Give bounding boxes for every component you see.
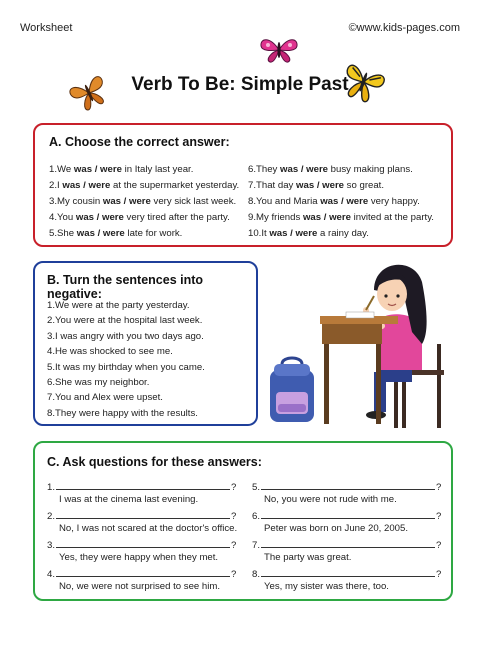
given-answer: No, we were not surprised to see him. (59, 581, 221, 592)
worksheet-label: Worksheet (20, 22, 73, 34)
butterfly-pink-icon (258, 36, 300, 64)
given-answer: The party was great. (264, 552, 352, 563)
section-a-item: 2.I was / were at the supermarket yesterday. (49, 180, 240, 191)
section-b-item: 2.You were at the hospital last week. (47, 315, 203, 327)
section-b-item: 6.She was my neighbor. (47, 377, 150, 388)
section-b-item: 7.You and Alex were upset. (47, 392, 163, 404)
answer-choice: was / were (76, 228, 125, 239)
backpack-illustration (270, 358, 314, 422)
page-title: Verb To Be: Simple Past (131, 74, 349, 95)
answer-choice: was / were (102, 196, 151, 207)
answer-choice: was / were (269, 228, 318, 239)
answer-choice: was / were (62, 180, 111, 191)
section-a-box (33, 123, 453, 247)
answer-choice: was / were (280, 164, 329, 175)
section-b-box (33, 261, 258, 426)
section-b-item: 8.They were happy with the results. (47, 407, 198, 419)
given-answer: Peter was born on June 20, 2005. (264, 523, 409, 534)
given-answer: Yes, they were happy when they met. (59, 552, 219, 563)
question-line[interactable]: 4. ? (47, 569, 237, 580)
question-line[interactable]: 6. ? (252, 511, 442, 522)
answer-choice: was / were (73, 164, 122, 175)
copyright-label: ©www.kids-pages.com (348, 22, 460, 34)
section-a-item: 10.It was / were a rainy day. (248, 228, 369, 239)
section-b-item: 1.We were at the party yesterday. (47, 300, 190, 311)
section-c-title: C. Ask questions for these answers: (47, 455, 262, 469)
section-a-item: 5.She was / were late for work. (49, 228, 183, 239)
answer-choice: was / were (296, 180, 345, 191)
section-a-item: 9.My friends was / were invited at the party. (248, 212, 434, 223)
answer-choice: was / were (320, 196, 369, 207)
section-a-item: 1.We was / were in Italy last year. (49, 164, 194, 175)
question-line[interactable]: 8. ? (252, 569, 442, 580)
section-c-box (33, 441, 453, 601)
section-a-item: 7.That day was / were so great. (248, 180, 385, 191)
section-a-item: 3.My cousin was / were very sick last week. (49, 196, 237, 207)
question-line[interactable]: 5. ? (252, 482, 442, 493)
section-a-item: 6.They was / were busy making plans. (248, 164, 413, 175)
section-b-item: 3.I was angry with you two days ago. (47, 330, 204, 342)
given-answer: I was at the cinema last evening. (59, 494, 199, 505)
section-b-title: B. Turn the sentences into negative: (47, 273, 204, 301)
given-answer: No, I was not scared at the doctor's office. (59, 523, 238, 534)
girl-writing-illustration (262, 252, 462, 432)
section-b-item: 4.He was shocked to see me. (47, 346, 173, 358)
answer-choice: was / were (302, 212, 351, 223)
section-b-item: 5.It was my birthday when you came. (47, 361, 205, 373)
question-line[interactable]: 7. ? (252, 540, 442, 551)
section-a-title: A. Choose the correct answer: (49, 135, 230, 149)
section-a-item: 4.You was / were very tired after the party. (49, 212, 230, 223)
given-answer: No, you were not rude with me. (264, 494, 397, 505)
question-line[interactable]: 1. ? (47, 482, 237, 493)
given-answer: Yes, my sister was there, too. (264, 581, 389, 592)
question-line[interactable]: 3. ? (47, 540, 237, 551)
question-line[interactable]: 2. ? (47, 511, 237, 522)
answer-choice: was / were (75, 212, 124, 223)
section-a-item: 8.You and Maria was / were very happy. (248, 196, 420, 207)
